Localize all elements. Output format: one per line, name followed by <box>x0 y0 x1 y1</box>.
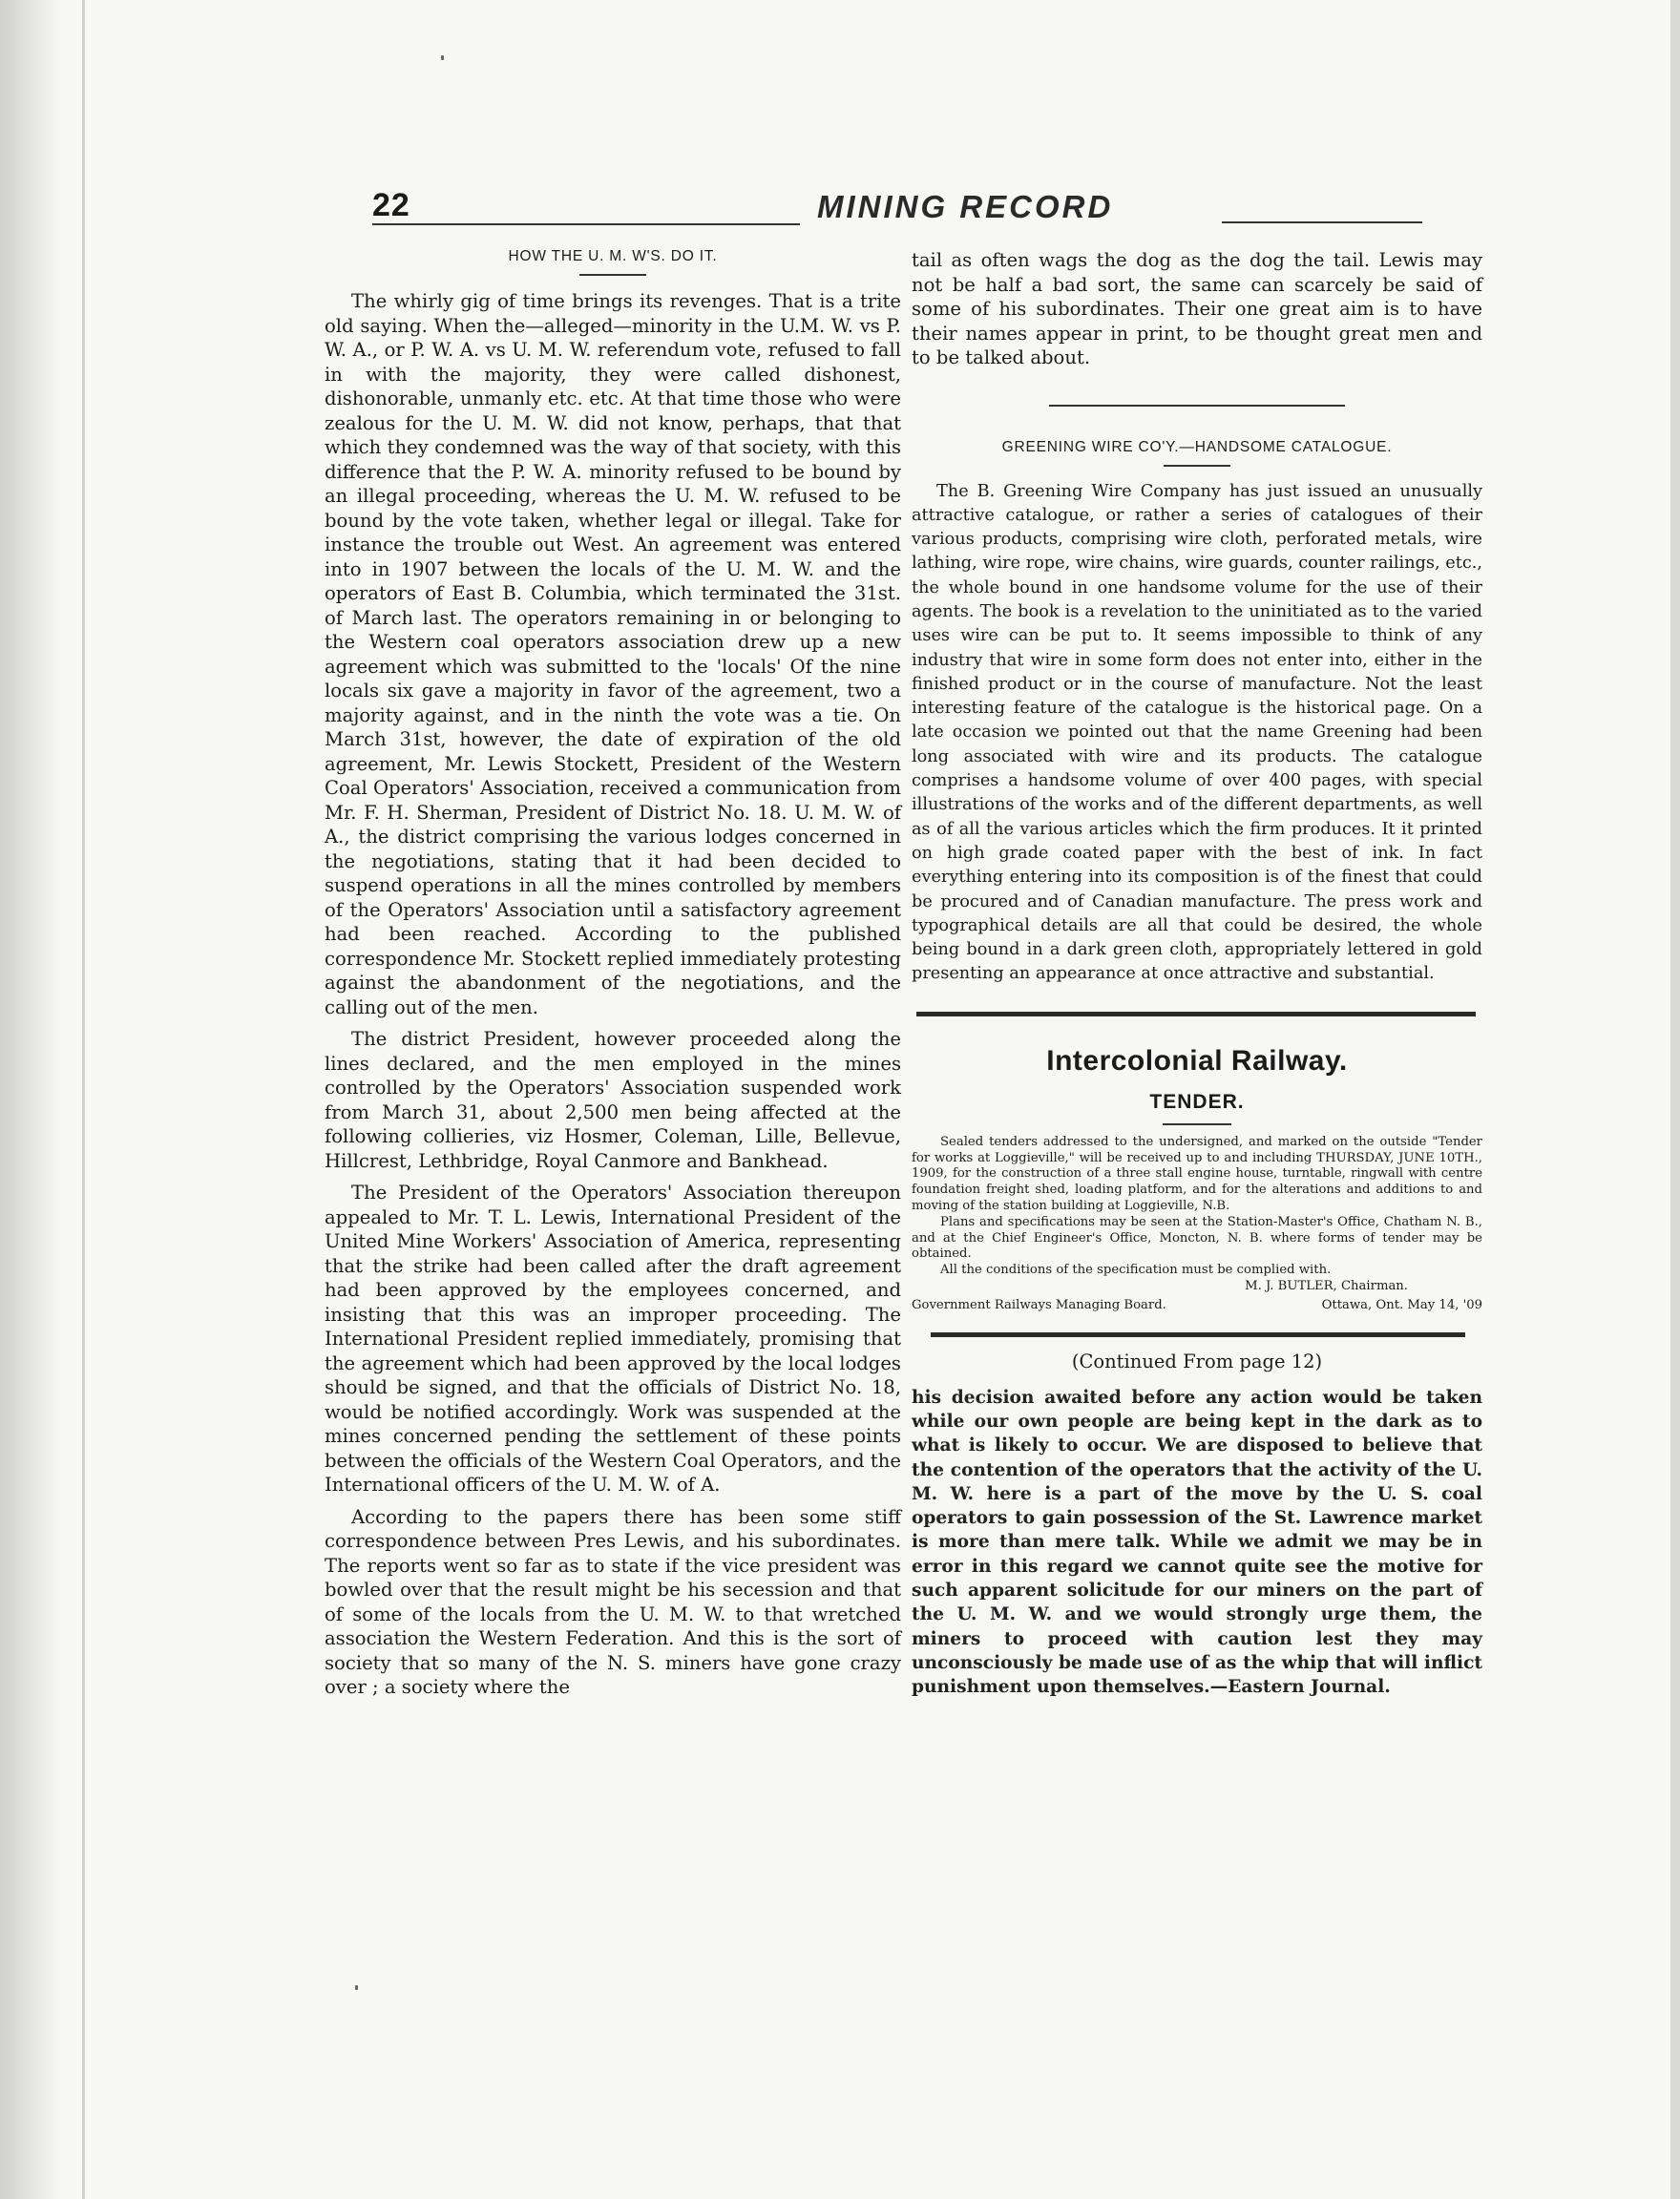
ad-footer <box>912 1297 1482 1313</box>
article-continuation: tail as often wags the dog as the dog the tail. Lewis may not be half a bad sort, the same can scarcely be said of some of his subordinates. Their one great aim is to have their names appear in print, to be thought great men and to be talked about. <box>912 249 1482 368</box>
scan-speck <box>355 1985 358 1990</box>
article-paragraph: According to the papers there has been some stiff correspondence between Pres Lewis, and his subordinates. The reports went so far as to state if the vice president was bowled over that the result might be his secession and that of some of the locals from the U. M. W. to that wretched association the Western Federation. And this is the sort of society that so many of the N. S. miners have gone crazy over ; a society where the <box>325 1505 901 1698</box>
ad-signature: M. J. BUTLER, Chairman. <box>1245 1278 1408 1293</box>
section-divider <box>1049 405 1345 407</box>
scan-speck <box>441 55 444 60</box>
article-heading: HOW THE U. M. W'S. DO IT. <box>508 248 718 264</box>
heading-rule <box>579 274 646 276</box>
left-column <box>325 248 901 1700</box>
greening-paragraph: The B. Greening Wire Company has just issued an unusually attractive catalogue, or rather a series of catalogues of their various products, comprising wire cloth, perforated metals, wire lathing, wire rope, wire chains, wire guards, counter railings, etc., the whole bound in one handsome volume for the use of their agents. The book is a revelation to the uninitiated as to the varied uses wire can be put to. It seems impossible to think of any industry that wire in some form does not enter into, either in the finished product or in the course of manufacture. Not the least interesting feature of the catalogue is the historical page. On a late occasion we pointed out that the name Greening had been long associated with wire and its products. The catalogue comprises a handsome volume of over 400 pages, with special illustrations of the works and of the different departments, as well as of all the various articles which the firm produces. It it printed on high grade coated paper with the best of ink. In fact everything entering into its composition is of the finest that could be procured and of Canadian manufacture. The press work and typographical details are all that could be desired, the whole being bound in a dark green cloth, appropriately lettered in gold presenting an appearance at once attractive and substantial. <box>912 481 1482 984</box>
greening-heading: GREENING WIRE CO'Y.—HANDSOME CATALOGUE. <box>1001 438 1393 455</box>
ad-paragraph: Sealed tenders addressed to the undersigned, and marked on the outside "Tender for works at Loggieville," will be received up to and including THURSDAY, JUNE 10TH., 1909, for the construction of a three stall engine house, turntable, ringwall with centre foundation freight shed, loading platform, and for the alterations and additions to and moving of the station building at Loggieville, N.B. <box>912 1134 1482 1213</box>
page-header <box>372 187 1432 225</box>
header-rule-right <box>1222 221 1422 223</box>
ad-subtitle: TENDER. <box>1149 1090 1245 1113</box>
article-paragraph: The whirly gig of time brings its revenges. That is a trite old saying. When the—alleged—minority in the U.M. W. vs P. W. A., or P. W. A. vs U. M. W. referendum vote, refused to fall in with the majority, they were called dishonest, dishonorable, unmanly etc. etc. At that time those who were zealous for the U. M. W. did not know, perhaps, that that which they condemned was the way of that society, with this difference that the P. W. A. minority refused to be bound by an illegal proceeding, whereas the U. M. W. refused to be bound by the vote taken, whether legal or illegal. Take for instance the trouble out West. An agreement was entered into in 1907 between the locals of the U. M. W. and the operators of East B. Columbia, which terminated the 31st. of March last. The operators remaining in or belonging to the Western coal operators association drew up a new agreement which was submitted to the 'locals' Of the nine locals six gave a majority in favor of the agreement, two a majority against, and in the ninth the vote was a tie. On March 31st, however, the date of expiration of the old agreement, Mr. Lewis Stockett, President of the Western Coal Operators' Association, received a communication from Mr. F. H. Sherman, President of District No. 18. U. M. W. of A., the district comprising the various lodges concerned in the negotiations, stating that it had been decided to suspend operations in all the mines controlled by members of the Operators' Association until a satisfactory agreement had been reached. According to the published correspondence Mr. Stockett replied immediately protesting against the abandonment of the negotiations, and the calling out of the men. <box>325 290 901 1018</box>
ad-footer-date: Ottawa, Ont. May 14, '09 <box>1321 1297 1482 1312</box>
tender-advertisement <box>912 1045 1482 1313</box>
ad-title: Intercolonial Railway. <box>1046 1044 1348 1077</box>
scan-page-edge <box>0 0 61 2199</box>
ad-paragraph: All the conditions of the specification must be complied with. <box>940 1263 1332 1278</box>
article-paragraph: The President of the Operators' Association thereupon appealed to Mr. T. L. Lewis, International President of the United Mine Workers' Association of America, representing that the strike had been called after the draft agreement had been approved by the employees concerned, and insisting that this was an improper proceeding. The International President replied immediately, promising that the agreement which had been approved by the local lodges should be signed, and that the officials of District No. 18, would be notified accordingly. Work was suspended at the mines concerned pending the settlement of these points between the officials of the Western Coal Operators, and the International officers of the U. M. W. of A. <box>325 1182 901 1496</box>
scan-shadow-line <box>82 0 85 2199</box>
ad-footer-board: Government Railways Managing Board. <box>912 1297 1166 1312</box>
masthead-title: MINING RECORD <box>817 189 1114 224</box>
article-paragraph: The district President, however proceeded along the lines declared, and the men employed in the mines controlled by the Operators' Association suspended work from March 31, about 2,500 men being affected at the following collieries, viz Hosmer, Coleman, Lille, Bellevue, Hillcrest, Lethbridge, Royal Canmore and Bankhead. <box>325 1028 901 1172</box>
continued-label: (Continued From page 12) <box>1071 1350 1323 1372</box>
ad-bottom-rule <box>931 1332 1465 1337</box>
continued-paragraph: his decision awaited before any action would be taken while our own people are being kept in the dark as to what is likely to occur. We are disposed to believe that the contention of the operators that the activity of the U. M. W. here is a part of the move by the U. S. coal operators to gain possession of the St. Lawrence market is more than mere talk. While we admit we may be in error in this regard we cannot quite see the motive for such apparent solicitude for our miners on the part of the U. M. W. and we would strongly urge them, the miners to proceed with caution lest they may unconsciously be made use of as the whip that will inflict punishment upon themselves.—Eastern Journal. <box>912 1387 1482 1698</box>
ad-top-rule <box>916 1012 1476 1016</box>
page-number: 22 <box>372 187 410 223</box>
ad-rule <box>1163 1123 1231 1125</box>
right-column <box>912 248 1482 1700</box>
header-rule-left <box>372 223 800 225</box>
ad-paragraph: Plans and specifications may be seen at the Station-Master's Office, Chatham N. B., and at the Chief Engineer's Office, Moncton, N. B. where forms of tender may be obtained. <box>912 1214 1482 1262</box>
heading-rule <box>1164 465 1230 467</box>
scan-right-edge <box>1670 0 1680 2199</box>
